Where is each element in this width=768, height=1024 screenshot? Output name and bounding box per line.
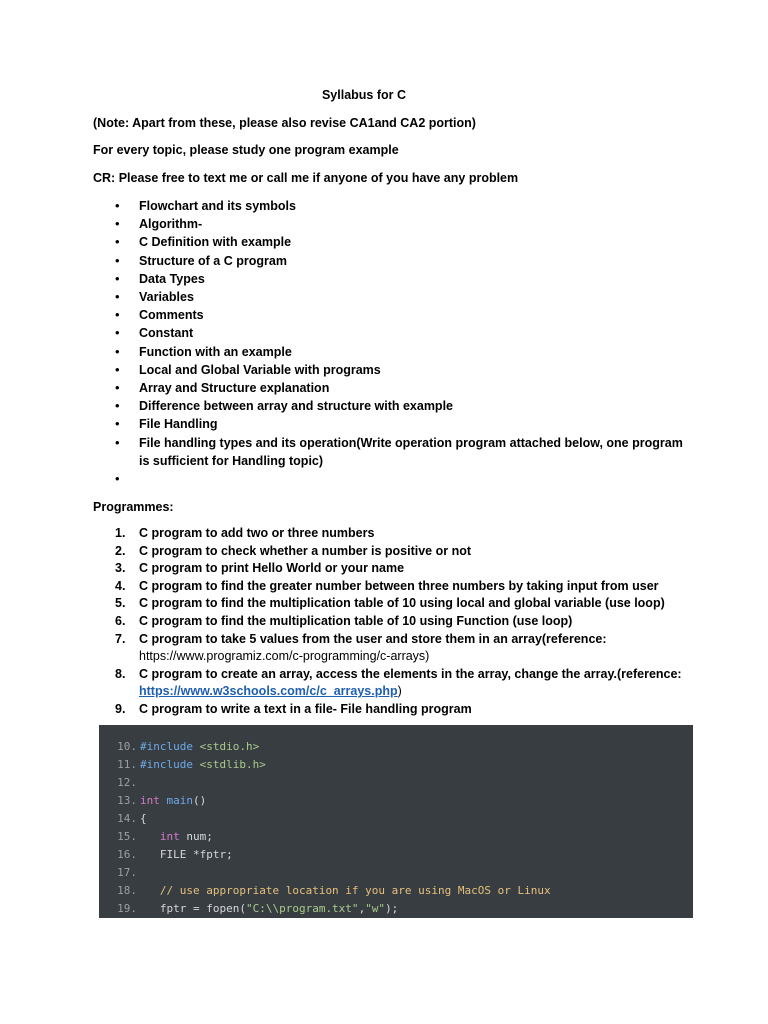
code-line <box>99 792 206 810</box>
topic-text: Constant <box>139 326 194 341</box>
topic-item <box>93 324 693 342</box>
programme-text: C program to add two or three numbers <box>139 526 375 540</box>
code-text <box>137 866 140 879</box>
code-text: int num; <box>159 830 213 843</box>
programme-item <box>93 560 693 578</box>
page-title: Syllabus for C <box>321 88 407 102</box>
code-text: { <box>140 812 147 825</box>
bullet-icon: • <box>115 398 120 414</box>
programme-number: 2. <box>115 543 126 558</box>
programme-number: 5. <box>115 596 126 611</box>
topic-item <box>93 397 693 415</box>
topic-text: Local and Global Variable with programs <box>139 362 381 377</box>
programme-text: C program to write a text in a file- File handling program <box>139 701 472 716</box>
topic-item <box>93 415 693 433</box>
topic-text: File Handling <box>139 417 218 432</box>
programme-number: 7. <box>115 631 126 646</box>
bullet-icon: • <box>115 380 120 396</box>
topic-item <box>93 215 693 233</box>
bullet-icon: • <box>115 307 120 323</box>
programme-item <box>93 525 693 543</box>
topic-item <box>93 233 693 251</box>
programme-number: 1. <box>115 526 126 540</box>
code-line <box>99 846 233 864</box>
topic-text: Comments <box>139 308 204 323</box>
line-number: 17. <box>117 866 137 879</box>
bullet-icon: • <box>115 471 120 487</box>
programme-item <box>93 631 693 666</box>
code-text: #include <stdlib.h> <box>140 758 266 771</box>
topic-text: Array and Structure explanation <box>139 381 330 396</box>
programme-number: 3. <box>115 561 126 576</box>
bullet-icon: • <box>115 216 120 232</box>
bullet-icon: • <box>115 325 120 341</box>
programme-number: 6. <box>115 613 126 628</box>
programme-text: C program to take 5 values from the user and store them in an array(reference: https://www.programiz.com/c-programming/c-arrays) <box>139 631 693 666</box>
programme-text: C program to find the multiplication table of 10 using local and global variable (use loop) <box>139 596 665 611</box>
topic-text: Variables <box>139 290 194 305</box>
bullet-icon: • <box>115 289 120 305</box>
bullet-icon: • <box>115 252 120 268</box>
line-number: 18. <box>117 884 137 897</box>
topic-text: Structure of a C program <box>139 253 287 268</box>
code-text: FILE *fptr; <box>140 848 233 861</box>
bullet-icon: • <box>115 270 120 286</box>
line-number: 11. <box>117 758 137 771</box>
topic-text: Flowchart and its symbols <box>139 199 296 213</box>
topic-item <box>93 270 693 288</box>
topic-text: Function with an example <box>139 344 292 359</box>
topic-text: Data Types <box>139 271 205 286</box>
topic-item <box>93 361 693 379</box>
code-line <box>99 756 266 774</box>
code-line <box>99 738 259 756</box>
topic-text: C Definition with example <box>139 235 292 250</box>
code-block <box>99 725 693 918</box>
topic-item <box>93 252 693 270</box>
bullet-icon: • <box>115 434 120 450</box>
programmes-heading: Programmes: <box>93 500 174 514</box>
topic-item <box>93 288 693 306</box>
programme-number: 9. <box>115 701 126 716</box>
code-line <box>99 810 147 828</box>
reference-close: ) <box>397 684 402 699</box>
programme-number: 8. <box>115 666 126 681</box>
topic-text: Algorithm- <box>139 217 203 232</box>
code-line <box>99 864 140 882</box>
topic-item <box>93 434 693 470</box>
code-line <box>99 828 213 846</box>
code-text: fptr = fopen("C:\\program.txt","w"); <box>140 902 399 915</box>
topic-list <box>93 197 693 488</box>
programme-item <box>93 595 693 613</box>
line-number: 15. <box>117 830 137 843</box>
line-number: 10. <box>117 740 137 753</box>
line-number: 19. <box>117 902 137 915</box>
code-line <box>99 900 398 918</box>
code-text: // use appropriate location if you are using MacOS or Linux <box>159 884 551 897</box>
topic-text: File handling types and its operation(Write operation program attached below, one program is sufficient for Handling topic) <box>139 435 683 468</box>
line-number: 16. <box>117 848 137 861</box>
programme-list <box>93 525 693 719</box>
code-text: int main() <box>140 794 207 807</box>
code-text <box>137 776 140 789</box>
programme-text: C program to print Hello World or your name <box>139 561 405 576</box>
programme-item <box>93 578 693 596</box>
topic-item <box>93 343 693 361</box>
topic-item <box>93 470 693 488</box>
line-number: 14. <box>117 812 137 825</box>
code-line <box>99 774 140 792</box>
instruction-paragraph: For every topic, please study one program example <box>93 143 399 157</box>
code-text: #include <stdio.h> <box>140 740 260 753</box>
bullet-icon: • <box>115 198 120 213</box>
programme-item <box>93 613 693 631</box>
bullet-icon: • <box>115 416 120 432</box>
bullet-icon: • <box>115 343 120 359</box>
topic-text: Difference between array and structure with example <box>139 399 453 414</box>
bullet-icon: • <box>115 234 120 250</box>
programme-item <box>93 666 693 701</box>
line-number: 13. <box>117 794 137 807</box>
programme-text: C program to find the greater number between three numbers by taking input from user <box>139 578 659 593</box>
note-paragraph: (Note: Apart from these, please also revise CA1and CA2 portion) <box>93 116 476 130</box>
programme-text: C program to find the multiplication table of 10 using Function (use loop) <box>139 613 573 628</box>
programme-number: 4. <box>115 578 126 593</box>
topic-item <box>93 197 693 215</box>
programme-text: C program to create an array, access the elements in the array, change the array.(reference: https://www.w3schools.com/c/c_arrays.php) <box>139 666 682 699</box>
cr-note-paragraph: CR: Please free to text me or call me if anyone of you have any problem <box>93 171 519 185</box>
code-line <box>99 882 551 900</box>
programme-item <box>93 701 693 719</box>
line-number: 12. <box>117 776 137 789</box>
bullet-icon: • <box>115 361 120 377</box>
programme-item <box>93 543 693 561</box>
programme-text: C program to check whether a number is positive or not <box>139 543 472 558</box>
topic-item <box>93 379 693 397</box>
reference-url: https://www.programiz.com/c-programming/c-arrays) <box>139 649 430 664</box>
topic-item <box>93 306 693 324</box>
reference-link[interactable]: https://www.w3schools.com/c/c_arrays.php <box>139 684 398 699</box>
